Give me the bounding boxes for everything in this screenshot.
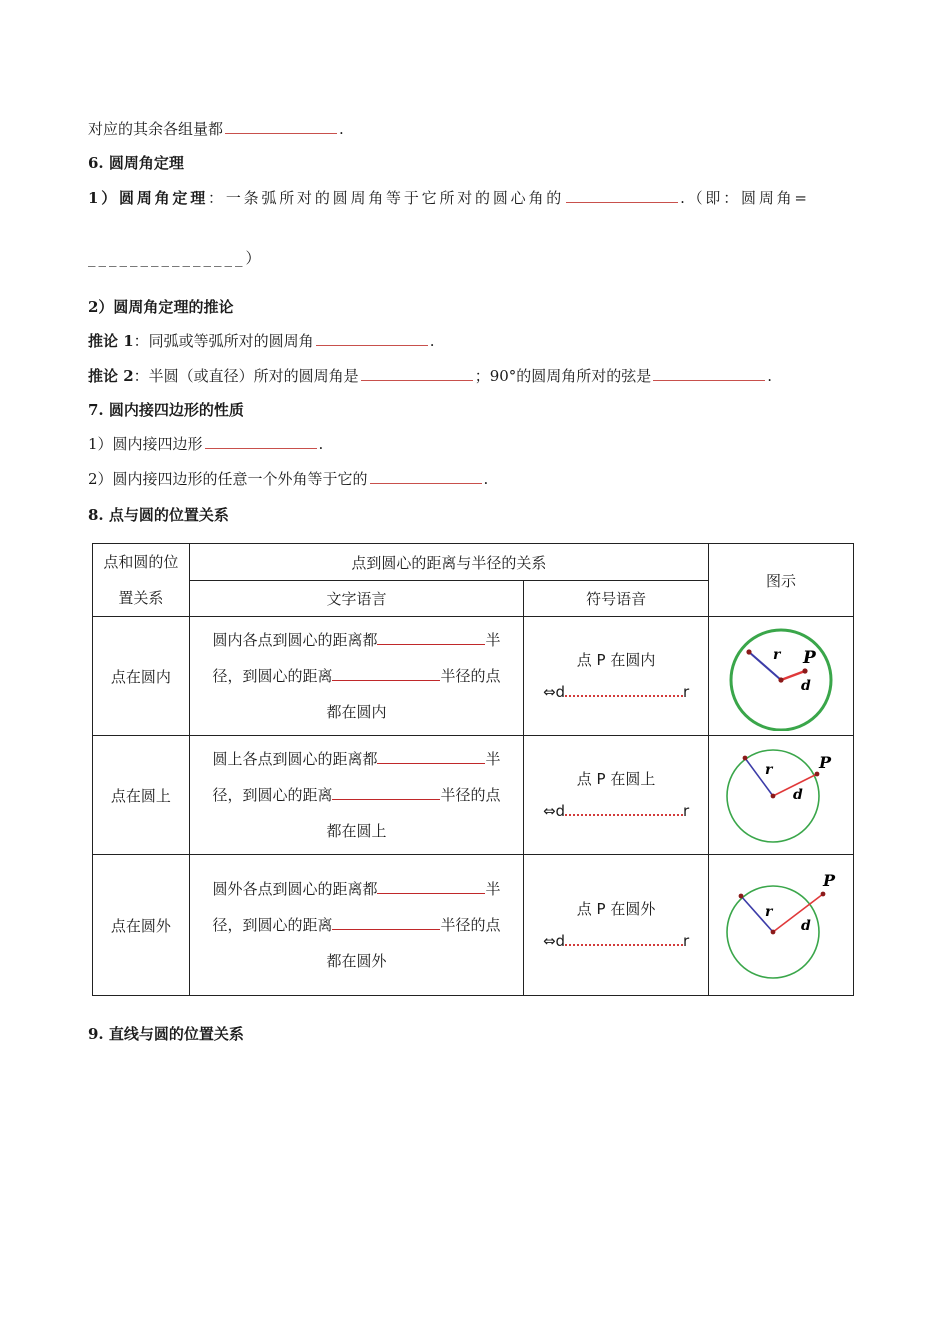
figure-cell	[708, 736, 853, 855]
desc-c: 径，到圆心的距离	[212, 667, 333, 685]
header-relation	[93, 544, 190, 617]
blank	[225, 119, 337, 134]
theorem-line	[88, 188, 810, 208]
prev-end: .	[339, 120, 344, 138]
label-d: d	[800, 918, 811, 934]
blank	[316, 331, 428, 346]
desc-d: 半径的点	[440, 786, 501, 804]
theorem-label: 1）圆周角定理	[88, 189, 209, 207]
relation-cell: 点在圆上	[93, 736, 190, 855]
blank	[653, 366, 765, 381]
label-p: P	[802, 648, 816, 668]
label-p: P	[822, 871, 836, 890]
symbol-blank	[565, 930, 683, 946]
s7-item1-end: .	[318, 435, 324, 453]
blank	[205, 434, 317, 449]
table-row	[93, 855, 854, 996]
corollary-title: 2）圆周角定理的推论	[88, 298, 234, 316]
header-relation-line1: 点和圆的位	[103, 553, 179, 571]
symbol-arrow: ⇔d	[542, 683, 566, 701]
point-p-dot	[815, 772, 820, 777]
symbol-arrow: ⇔d	[542, 932, 566, 950]
theorem-tail: .（即：圆周角=	[680, 189, 810, 207]
point-p-dot	[802, 668, 807, 673]
s7-item-1	[88, 434, 323, 454]
desc-c: 径，到圆心的距离	[212, 786, 333, 804]
desc-e: 都在圆上	[326, 822, 387, 840]
c2-mid: ；90°的圆周角所对的弦是	[474, 367, 652, 385]
c2-label: 推论 2	[88, 367, 134, 385]
answer-blank	[332, 913, 440, 930]
label-r: r	[764, 904, 773, 920]
section-6-title: 6. 圆周角定理	[88, 154, 184, 172]
figure-point-outside	[711, 856, 851, 990]
center-dot	[771, 930, 776, 935]
c1-text: ：同弧或等弧所对的圆周角	[133, 332, 314, 350]
header-symbol-language: 符号语音	[524, 581, 709, 617]
blank	[370, 469, 482, 484]
relation-cell: 点在圆外	[93, 855, 190, 996]
desc-b: 半	[485, 631, 501, 649]
s7-item2-text: 2）圆内接四边形的任意一个外角等于它的	[88, 470, 368, 488]
blank	[566, 188, 678, 203]
c2-text: ：半圆（或直径）所对的圆周角是	[133, 367, 359, 385]
symbol-blank	[565, 800, 683, 816]
point-p-dot	[821, 892, 826, 897]
header-group: 点到圆心的距离与半径的关系	[189, 544, 708, 581]
center-dot	[771, 794, 776, 799]
corollary-1	[88, 331, 434, 351]
table-row	[93, 617, 854, 736]
desc-c: 径，到圆心的距离	[212, 916, 333, 934]
table-row	[93, 736, 854, 855]
answer-blank	[377, 877, 485, 894]
label-p: P	[818, 753, 832, 772]
symbol-line1: 点 P 在圆上	[576, 770, 656, 788]
symbol-cell	[524, 617, 709, 736]
answer-blank	[332, 664, 440, 681]
dash-line: _______________	[88, 249, 246, 267]
dash-close: ）	[245, 249, 261, 267]
center-dot	[778, 677, 783, 682]
theorem-continuation	[88, 248, 261, 268]
point-circle-table	[92, 543, 854, 996]
symbol-cell	[524, 855, 709, 996]
desc-d: 半径的点	[440, 916, 501, 934]
theorem-text: ：一条弧所对的圆周角等于它所对的圆心角的	[208, 189, 565, 207]
symbol-r: r	[683, 683, 690, 701]
radius-end-dot	[746, 649, 751, 654]
s7-item2-end: .	[483, 470, 489, 488]
header-relation-line2: 置关系	[118, 589, 164, 607]
header-text-language: 文字语言	[189, 581, 523, 617]
symbol-r: r	[683, 802, 690, 820]
desc-cell	[189, 736, 523, 855]
answer-blank	[377, 747, 485, 764]
s7-item1-text: 1）圆内接四边形	[88, 435, 203, 453]
section-7-title: 7. 圆内接四边形的性质	[88, 401, 244, 419]
symbol-blank	[565, 681, 683, 697]
symbol-line1: 点 P 在圆外	[576, 900, 656, 918]
section-9-title: 9. 直线与圆的位置关系	[88, 1025, 244, 1043]
symbol-r: r	[683, 932, 690, 950]
answer-blank	[332, 783, 440, 800]
figure-point-on	[711, 736, 851, 850]
figure-point-inside	[711, 617, 851, 731]
section-8-title: 8. 点与圆的位置关系	[88, 506, 229, 524]
desc-cell	[189, 617, 523, 736]
label-d: d	[800, 678, 811, 694]
desc-a: 圆外各点到圆心的距离都	[212, 880, 378, 898]
c2-end: .	[767, 367, 773, 385]
prev-section-line	[88, 119, 344, 139]
desc-a: 圆上各点到圆心的距离都	[212, 750, 378, 768]
desc-b: 半	[485, 880, 501, 898]
symbol-line1: 点 P 在圆内	[576, 651, 656, 669]
symbol-cell	[524, 736, 709, 855]
blank	[361, 366, 473, 381]
answer-blank	[377, 628, 485, 645]
c1-end: .	[429, 332, 435, 350]
c1-label: 推论 1	[88, 332, 134, 350]
desc-e: 都在圆外	[326, 952, 387, 970]
desc-a: 圆内各点到圆心的距离都	[212, 631, 378, 649]
desc-d: 半径的点	[440, 667, 501, 685]
desc-b: 半	[485, 750, 501, 768]
radius-end-dot	[739, 894, 744, 899]
desc-e: 都在圆内	[326, 703, 387, 721]
radius-end-dot	[743, 756, 748, 761]
s7-item-2	[88, 469, 488, 489]
symbol-arrow: ⇔d	[542, 802, 566, 820]
prev-text: 对应的其余各组量都	[88, 120, 224, 138]
figure-cell	[708, 855, 853, 996]
label-r: r	[764, 762, 773, 778]
corollary-2	[88, 366, 772, 386]
figure-cell	[708, 617, 853, 736]
header-figure: 图示	[708, 544, 853, 617]
label-d: d	[792, 787, 803, 803]
label-r: r	[772, 647, 781, 663]
desc-cell	[189, 855, 523, 996]
relation-cell: 点在圆内	[93, 617, 190, 736]
